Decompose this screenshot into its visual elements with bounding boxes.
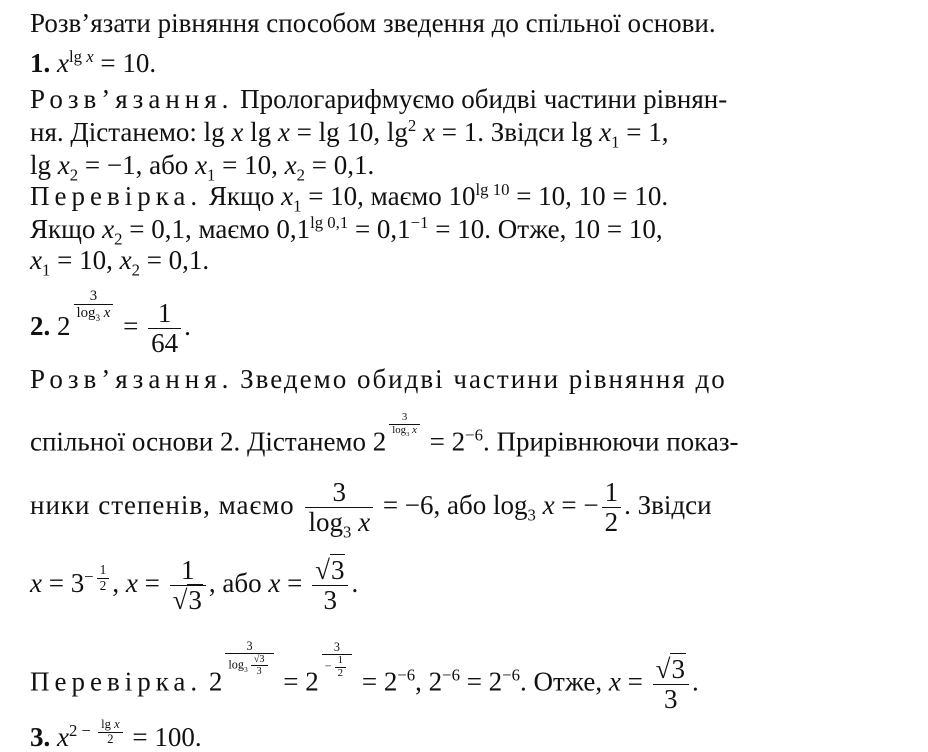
task-title: Розв’язати рівняння способом зведення до спільної основи.: [30, 8, 716, 38]
problem-1-solution-line-1: Розв’язання. Прологарифмуємо обидві частини рівнян-: [30, 84, 728, 114]
problem-1-statement: 1. $x^{lg x} = 10$.: [30, 47, 157, 78]
problem-1-number: 1.: [30, 48, 51, 78]
problem-1-check-line-3: $x_1 = 10$, $x_2 = 0,1$.: [30, 245, 210, 280]
problem-2-check: Перевірка. 2 3 $\log_3$ $\frac{√3}{3}$ = 2 3 − $\frac{1}{2}$ = $2^{-6}$, $2^{-6} = 2^{-6}$. Отже, x = $\frac{√3}{3}$ .: [30, 639, 699, 714]
problem-3-statement: 3. $x^{2 - \frac{\text{lg x}}{2}}$ = 100.: [30, 717, 202, 752]
problem-3-number: 3.: [30, 721, 51, 752]
problem-1-solution-line-3: $\lg x_2 = -1$, або $x_1 = 10$, $x_2 = 0,1$.: [30, 150, 375, 185]
solution-label: Розв’язання.: [30, 364, 234, 394]
problem-2-solution-line-2: спільної основи 2. Дістанемо 2 $\frac{3}{\log_3 x}$ = $2^{-6}$. Прирівнюючи показ-: [30, 411, 739, 457]
problem-1-solution-line-2: ня. Дістанемо: lg x lg x = lg 10, $\lg^2 x = 1$. Звідси $\lg x_1 = 1$,: [30, 116, 669, 152]
problem-2-statement: 2. 2 $\frac{3}{\log_3 x}$ = $\frac{1}{64}$ .: [30, 288, 191, 359]
check-label: Перевірка.: [30, 666, 203, 697]
problem-2-solution-line-1: Розв’язання. Зведемо обидві частини рівняння до: [30, 364, 727, 394]
problem-1-check-line-2: Якщо $x_2 = 0,1$, маємо $0,1^{lg 0,1} = 0,1^{-1} = 10$. Отже, 10 = 10,: [30, 213, 663, 249]
problem-2-number: 2.: [30, 311, 51, 342]
solution-label: Розв’язання.: [30, 84, 234, 114]
problem-2-solution-line-3: ники степенів, маємо $\frac{3}{\log_3 x}$ = −6, або $\log_3 x$ = − $\frac{1}{2}$ . Звідси: [30, 477, 712, 542]
check-label: Перевірка.: [30, 181, 203, 211]
problem-2-solution-line-4: $x = 3^{- \frac{1}{2}}$ , x = $\frac{1}{√3}$ , або x = $\frac{√3}{3}$ .: [30, 555, 359, 616]
problem-1-check-line-1: Перевірка. Якщо $x_1 = 10$, маємо $10^{lg 10} = 10$, 10 = 10.: [30, 180, 669, 216]
